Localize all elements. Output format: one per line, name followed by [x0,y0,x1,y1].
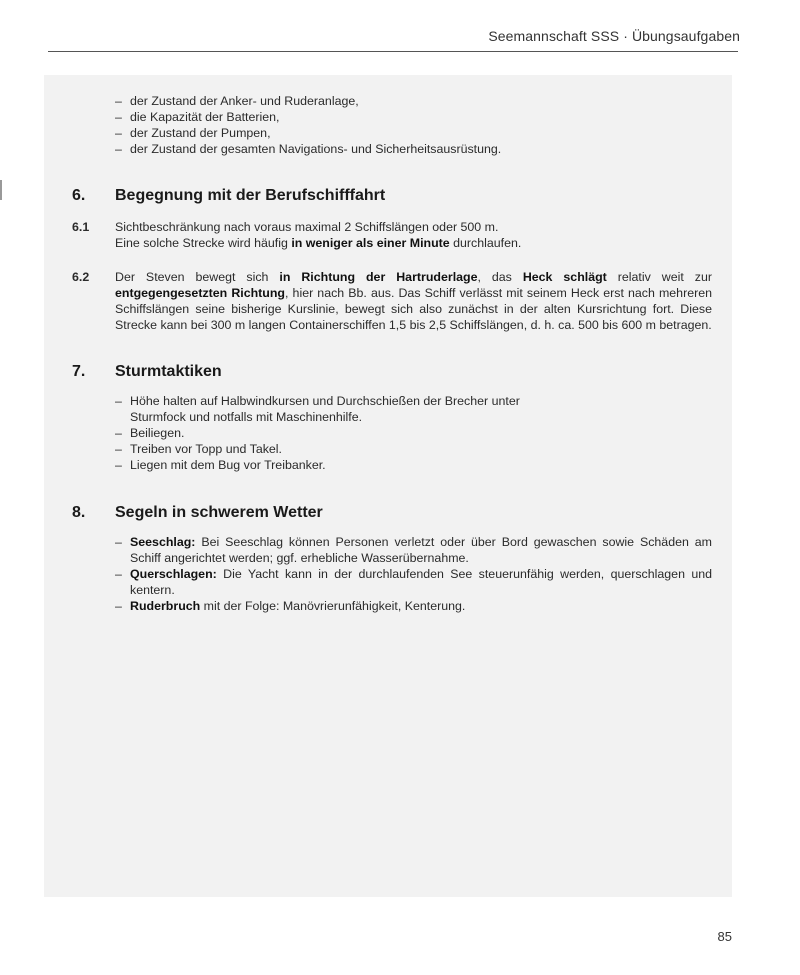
text-run: Der Steven bewegt sich [115,270,280,284]
page-number: 85 [717,929,732,944]
list-item [115,566,712,598]
list-item: – Treiben vor Topp und Takel. [115,441,535,457]
emphasis: in weniger als einer Minute [291,236,450,250]
list-item: – die Kapazität der Batterien, [115,109,712,125]
text-run: Sichtbeschränkung nach voraus maximal 2 Schiffslängen oder 500 m. [115,220,499,234]
section-6-heading [72,188,712,204]
section-7-heading [72,364,712,380]
text-run: , hier nach Bb. aus. Das Schiff verlässt mit seinem Heck erst nach mehreren Schiffslängen seine bisherige Kurslinie, bewegt sich also zunächst in der alten Kursrichtung fort. Diese Strecke kann bei 300 m langen Containerschiffen 1,5 bis 2,5 Schiffslängen, d. h. ca. 500 bis 600 m betragen. [115,286,712,332]
item-6-1 [72,219,712,251]
definition: mit der Folge: Manövrierunfähigkeit, Kenterung. [200,599,466,613]
list-item [115,598,712,614]
term: Seeschlag: [130,535,196,549]
item-text [115,219,712,251]
heavy-weather-list [72,534,712,614]
section-number: 7. [72,363,86,380]
section-title: Sturmtaktiken [115,363,222,380]
item-text [115,269,712,333]
item-6-2 [72,269,712,333]
page-content [72,93,712,614]
section-8-heading [72,505,712,521]
item-line [115,219,712,235]
item-number: 6.1 [72,220,90,234]
emphasis: in Richtung der Hartruderlage [279,270,478,284]
item-number: 6.2 [72,270,90,284]
term: Querschlagen: [130,567,217,581]
running-header: Seemannschaft SSS · Übungsaufgaben [488,28,740,44]
definition: Bei Seeschlag können Personen verletzt oder über Bord gewaschen sowie Schäden am Schiff angerichtet werden; ggf. erhebliche Wasserübernahme. [130,535,712,565]
section-title: Segeln in schwerem Wetter [115,504,323,521]
list-item: – der Zustand der gesamten Navigations- und Sicherheitsausrüstung. [115,141,712,157]
list-item: – Höhe halten auf Halbwindkursen und Durchschießen der Brecher unter Sturmfock und notfalls mit Maschinenhilfe. [115,393,535,425]
scan-margin-mark [0,180,2,200]
list-item: – Liegen mit dem Bug vor Treibanker. [115,457,535,473]
emphasis: Heck schlägt [522,270,607,284]
term: Ruderbruch [130,599,201,613]
emphasis: entgegengesetzten Richtung [115,286,286,300]
header-rule [48,51,738,52]
storm-tactics-list [72,393,535,473]
section-title: Begegnung mit der Berufschifffahrt [115,187,386,204]
section-number: 6. [72,187,86,204]
definition: Die Yacht kann in der durchlaufenden See steuerunfähig werden, querschlagen und kentern. [130,567,712,597]
list-item: – der Zustand der Pumpen, [115,125,712,141]
text-run: durchlaufen. [449,236,522,250]
section-number: 8. [72,504,86,521]
text-run: relativ weit zur [606,270,712,284]
text-run: Eine solche Strecke wird häufig [115,236,292,250]
intro-list [72,93,712,157]
list-item: – der Zustand der Anker- und Ruderanlage, [115,93,712,109]
item-line [115,235,712,251]
list-item: – Beiliegen. [115,425,535,441]
item-paragraph [115,269,712,333]
text-run: , das [477,270,523,284]
list-item [115,534,712,566]
